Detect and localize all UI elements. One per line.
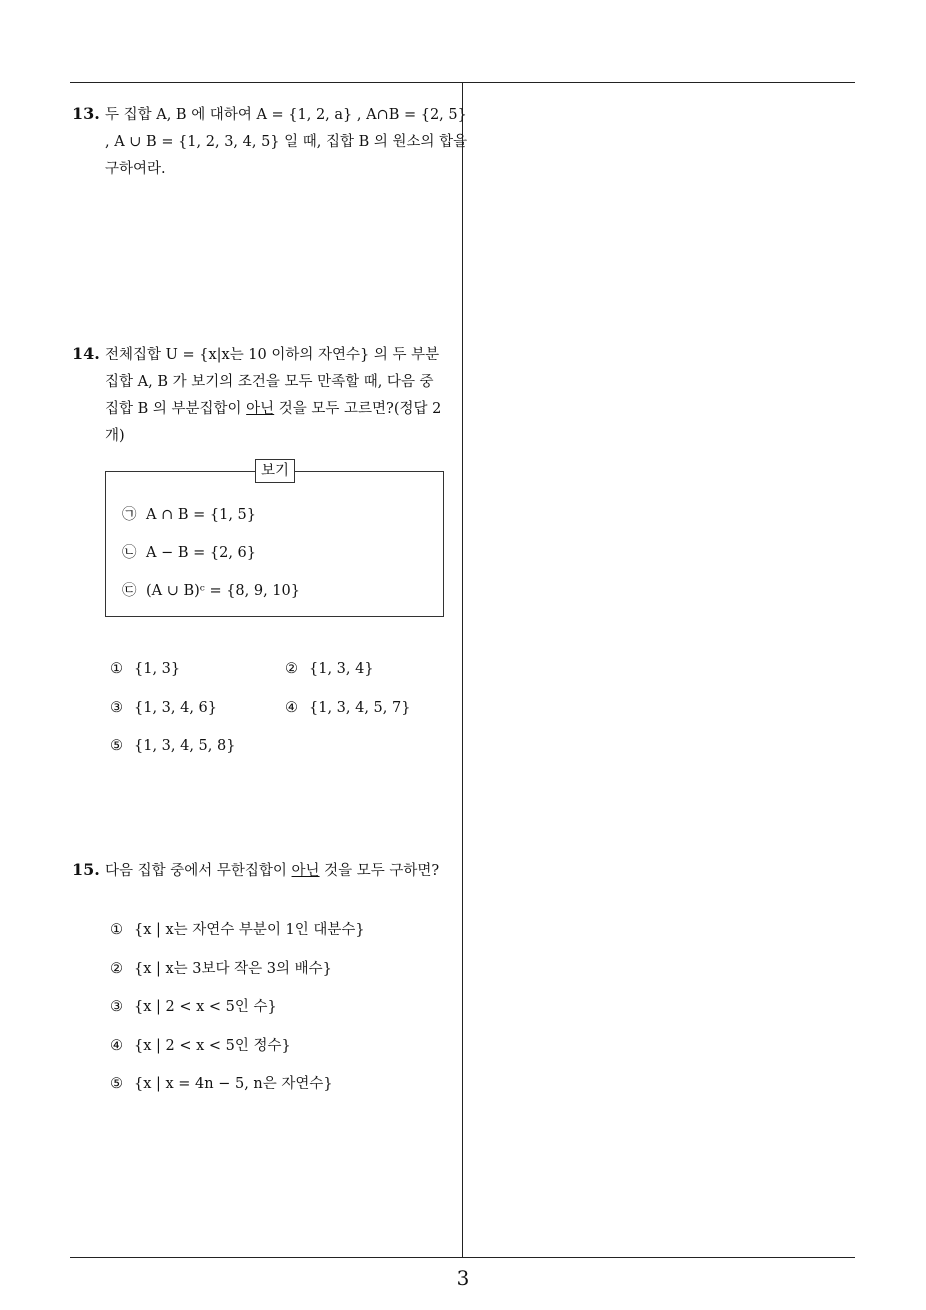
answer-choice-3[interactable]: ③ {x | 2 < x < 5인 수}	[110, 999, 277, 1015]
problem-14-line-1: 14. 전체집합 U = {x|x는 10 이하의 자연수} 의 두 부분	[72, 340, 457, 369]
answer-choice-2[interactable]: ② {x | x는 3보다 작은 3의 배수}	[110, 961, 332, 977]
problem-14-line-4: 개)	[105, 428, 125, 444]
underlined-word: 아닌	[246, 401, 275, 417]
bottom-rule	[70, 1257, 855, 1258]
answer-choice-4[interactable]: ④ {1, 3, 4, 5, 7}	[285, 700, 411, 716]
problem-14-line-3: 집합 B 의 부분집합이 아닌 것을 모두 고르면?(정답 2	[105, 401, 442, 417]
bogi-item: ㉠ A ∩ B = {1, 5}	[122, 507, 256, 523]
column-divider	[462, 83, 463, 1258]
problem-15-line-1: 15. 다음 집합 중에서 무한집합이 아닌 것을 모두 구하면?	[72, 856, 457, 885]
problem-number: 15.	[72, 860, 100, 879]
problem-14-line-2: 집합 A, B 가 보기의 조건을 모두 만족할 때, 다음 중	[105, 374, 434, 390]
answer-choice-1[interactable]: ① {1, 3}	[110, 661, 181, 677]
answer-choice-5[interactable]: ⑤ {1, 3, 4, 5, 8}	[110, 738, 236, 754]
page-number: 3	[456, 1266, 470, 1290]
problem-13-line-2: , A ∪ B = {1, 2, 3, 4, 5} 일 때, 집합 B 의 원소의 합을	[105, 134, 468, 150]
problem-13	[72, 100, 468, 183]
bogi-title: 보기	[255, 459, 295, 483]
underlined-word: 아닌	[291, 863, 320, 879]
problem-14	[72, 340, 457, 450]
answer-choice-3[interactable]: ③ {1, 3, 4, 6}	[110, 700, 218, 716]
answer-choice-4[interactable]: ④ {x | 2 < x < 5인 정수}	[110, 1038, 291, 1054]
problem-number: 13.	[72, 104, 100, 123]
problem-number: 14.	[72, 344, 100, 363]
problem-13-line-3: 구하여라.	[105, 161, 166, 177]
answer-choice-5[interactable]: ⑤ {x | x = 4n − 5, n은 자연수}	[110, 1076, 333, 1092]
answer-choice-1[interactable]: ① {x | x는 자연수 부분이 1인 대분수}	[110, 922, 365, 938]
bogi-item: ㉢ (A ∪ B)ᶜ = {8, 9, 10}	[122, 583, 300, 599]
answer-choice-2[interactable]: ② {1, 3, 4}	[285, 661, 374, 677]
problem-15	[72, 856, 457, 885]
problem-13-line-1: 13. 두 집합 A, B 에 대하여 A = {1, 2, a} , A∩B = {2, 5}	[72, 100, 457, 129]
bogi-item: ㉡ A − B = {2, 6}	[122, 545, 256, 561]
